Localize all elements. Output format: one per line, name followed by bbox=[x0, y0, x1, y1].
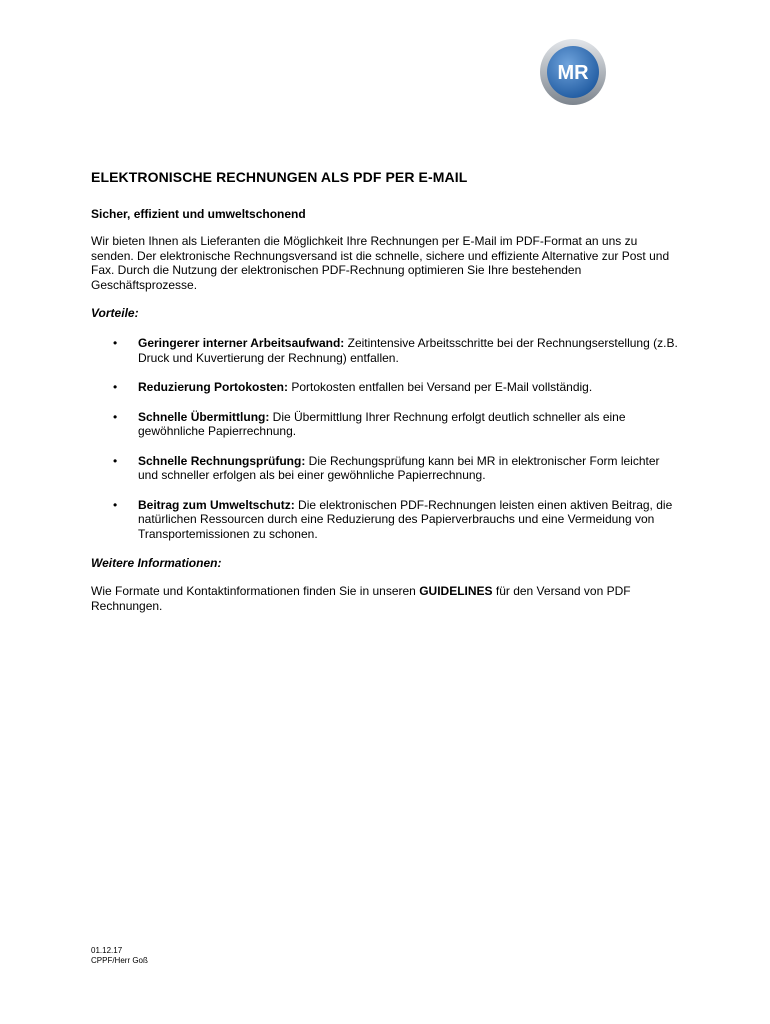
more-info-text-end: für den Versand von PDF Rechnungen. bbox=[91, 584, 631, 613]
item-bold: Reduzierung Portokosten: bbox=[138, 380, 289, 394]
document-body bbox=[91, 169, 681, 613]
mr-logo-icon bbox=[539, 38, 607, 106]
more-info-heading: Weitere Informationen: bbox=[91, 556, 222, 570]
item-text: Die Übermittlung Ihrer Rechnung erfolgt deutlich schneller als eine gewöhnliche Papierrechnung. bbox=[138, 409, 626, 438]
item-text: Zeitintensive Arbeitsschritte bei der Rechnungserstellung (z.B. Druck und Kuvertierung der Rechnung) entfallen. bbox=[138, 336, 678, 365]
logo-text: MR bbox=[557, 62, 589, 84]
item-text: Die elektronischen PDF-Rechnungen leisten einen aktiven Beitrag, die natürlichen Ressourcen durch eine Reduzierung des Papierverbrauchs und eine Vermeidung von Transportemissionen zu schonen. bbox=[138, 497, 673, 541]
item-bold: Beitrag zum Umweltschutz: bbox=[138, 497, 295, 512]
item-bold: Schnelle Übermittlung: bbox=[138, 409, 270, 424]
bullet-icon: • bbox=[113, 380, 118, 394]
bullet-icon: • bbox=[113, 497, 118, 512]
list-item bbox=[91, 454, 681, 483]
intro-paragraph: Wir bieten Ihnen als Lieferanten die Möglichkeit Ihre Rechnungen per E-Mail im PDF-Format an uns zu senden. Der elektronische Rechnungsversand ist die schnelle, sichere und effiziente Alternative zur Post und Fax. Durch die Nutzung der elektronischen PDF-Rechnung optimieren Sie Ihre bestehenden Geschäftsprozesse. bbox=[91, 234, 670, 292]
list-item bbox=[91, 380, 681, 395]
mr-logo bbox=[539, 38, 607, 106]
list-item bbox=[91, 410, 681, 439]
page-title: ELEKTRONISCHE RECHNUNGEN ALS PDF PER E-MAIL bbox=[91, 169, 468, 185]
item-text: Die Rechungsprüfung kann bei MR in elektronischer Form leichter und schneller erfolgen als bei einer gewöhnliche Papierrechnung. bbox=[138, 453, 660, 482]
bullet-icon: • bbox=[113, 453, 118, 468]
footer-date: 01.12.17 bbox=[91, 946, 123, 955]
list-item bbox=[91, 336, 681, 365]
subtitle: Sicher, effizient und umweltschonend bbox=[91, 207, 306, 221]
item-bold: Schnelle Rechnungsprüfung: bbox=[138, 453, 306, 468]
list-item bbox=[91, 498, 681, 542]
bullet-icon: • bbox=[113, 409, 118, 424]
bullet-icon: • bbox=[113, 336, 118, 350]
more-info-paragraph bbox=[91, 584, 681, 613]
more-info-text: Wie Formate und Kontaktinformationen finden Sie in unseren bbox=[91, 584, 420, 598]
guidelines-link[interactable]: GUIDELINES bbox=[419, 584, 493, 598]
item-text: Portokosten entfallen bei Versand per E-Mail vollständig. bbox=[288, 380, 593, 394]
advantages-list bbox=[91, 336, 681, 541]
advantages-heading: Vorteile: bbox=[91, 306, 139, 320]
footer-author: CPPF/Herr Goß bbox=[91, 956, 148, 965]
item-bold: Geringerer interner Arbeitsaufwand: bbox=[138, 336, 345, 350]
footer bbox=[91, 946, 148, 966]
